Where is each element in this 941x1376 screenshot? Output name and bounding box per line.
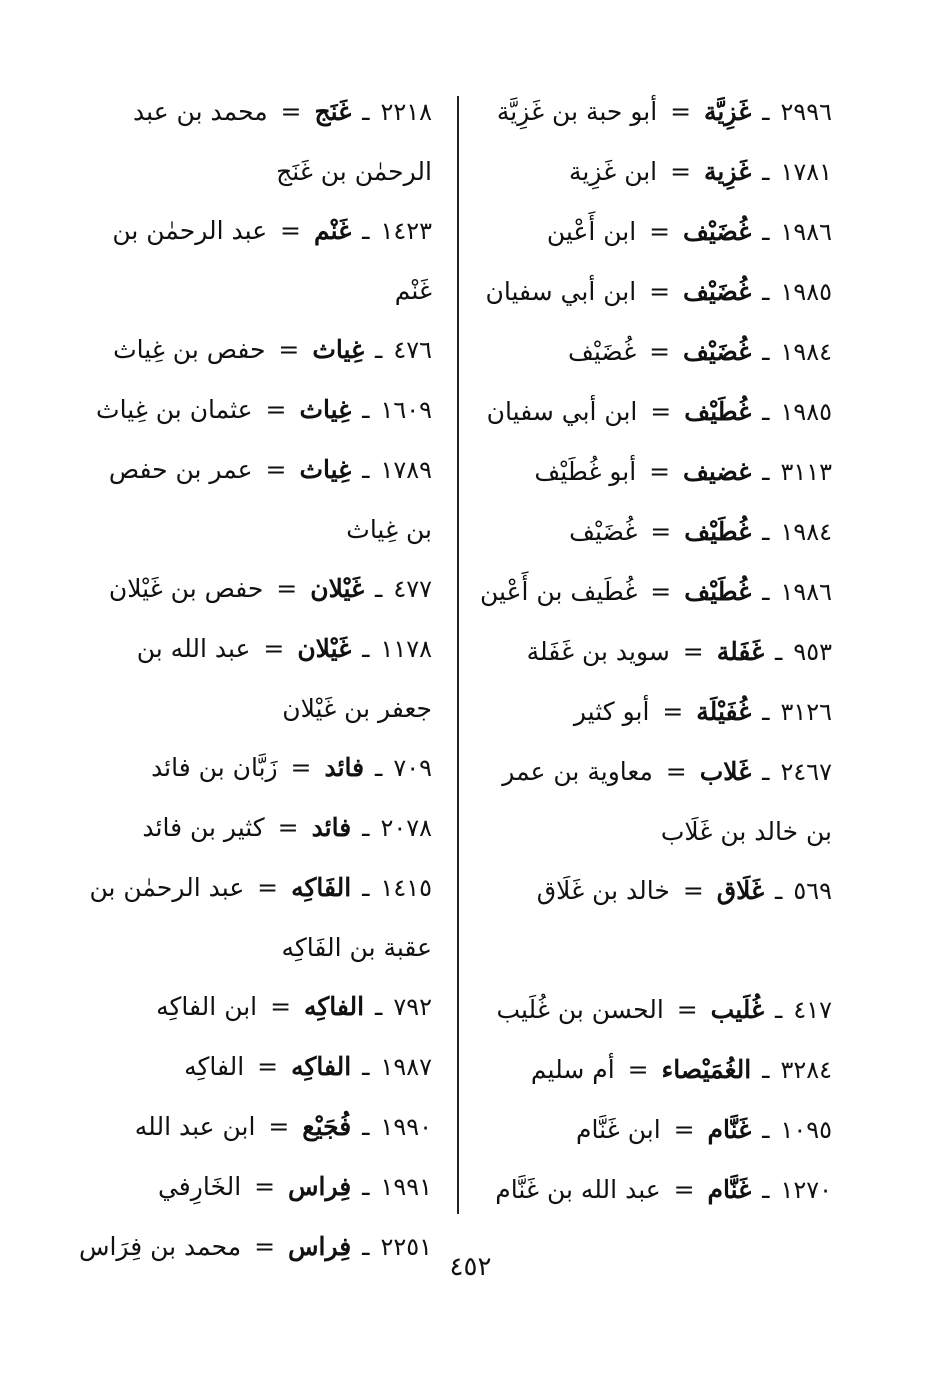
- index-entry: ١٩٨٧ ـ الفاكِه = الفاكِه: [184, 1052, 432, 1081]
- index-entry: ١٠٩٥ ـ غَنَّام = ابن غَنَّام: [576, 1115, 832, 1144]
- index-entry: ١٤٢٣ ـ غَنْم = عبد الرحمٰن بن غَنْم: [112, 216, 432, 305]
- index-entry: ١١٧٨ ـ غَيْلان = عبد الله بن جعفر بن غَيْلان: [136, 634, 432, 723]
- index-entry: ١٩٨٥ ـ غُضَيْف = ابن أبي سفيان: [485, 277, 832, 306]
- index-entry: ١٩٨٤ ـ غُطَيْف = غُضَيْف: [569, 517, 832, 546]
- index-entry: ٢٢١٨ ـ غَنَج = محمد بن عبد الرحمٰن بن غَنَج: [133, 97, 432, 186]
- index-entry: ١٩٩١ ـ فِراس = الخَارِفي: [157, 1172, 432, 1201]
- section-gap: [482, 921, 832, 980]
- index-entry: ١٧٨١ ـ غَزِية = ابن غَزِية: [569, 157, 832, 186]
- index-entry: ١٩٩٠ ـ فُجَيْع = ابن عبد الله: [134, 1112, 432, 1141]
- index-entry: ١٦٠٩ ـ غِياث = عثمان بن غِياث: [96, 395, 432, 424]
- index-entry: ٤٧٧ ـ غَيْلان = حفص بن غَيْلان: [108, 574, 432, 603]
- index-entry: ٢٤٦٧ ـ غَلاب = معاوية بن عمر بن خالد بن غَلَاب: [502, 757, 832, 846]
- index-entry: ٤١٧ ـ غُلَيب = الحسن بن غُلَيب: [496, 995, 832, 1024]
- index-column-right: [482, 82, 832, 1220]
- index-entry: ٧٠٩ ـ فائد = زَبَّان بن فائد: [151, 753, 432, 782]
- index-column-left: [78, 82, 432, 1277]
- index-entry: ١٢٧٠ ـ غَنَّام = عبد الله بن غَنَّام: [495, 1175, 832, 1204]
- index-entry: ٢٢٥١ ـ فِراس = محمد بن فِرَاس: [78, 1232, 432, 1261]
- index-entry: ٣١١٣ ـ غضيف = أبو غُطَيْف: [534, 457, 832, 486]
- index-entry: ١٩٨٤ ـ غُضَيْف = غُضَيْف: [568, 337, 832, 366]
- index-entry: ٤٧٦ ـ غِياث = حفص بن غِياث: [113, 335, 432, 364]
- index-entry: ٩٥٣ ـ غَفَلة = سويد بن غَفَلة: [526, 637, 832, 666]
- index-entry: ١٧٨٩ ـ غِياث = عمر بن حفص بن غِياث: [108, 455, 432, 544]
- index-entry: ٢٠٧٨ ـ فائد = كثير بن فائد: [142, 813, 432, 842]
- index-entry: ٣٢٨٤ ـ الغُمَيْصاء = أم سليم: [530, 1055, 832, 1084]
- column-divider: [457, 96, 459, 1214]
- index-entry: ١٩٨٦ ـ غُطَيْف = غُطَيف بن أَعْين: [480, 577, 832, 606]
- index-entry: ١٩٨٥ ـ غُطَيْف = ابن أبي سفيان: [486, 397, 832, 426]
- index-entry: ٣١٢٦ ـ غُفَيْلَة = أبو كثير: [573, 697, 832, 726]
- index-entry: ٥٦٩ ـ غَلَاق = خالد بن غَلَاق: [536, 876, 832, 905]
- page-number: ٤٥٢: [449, 1252, 492, 1282]
- index-entry: ١٩٨٦ ـ غُضَيْف = ابن أَعْين: [546, 217, 832, 246]
- index-entry: ٢٩٩٦ ـ غَزِيَّة = أبو حبة بن غَزِيَّة: [496, 97, 832, 126]
- index-entry: ٧٩٢ ـ الفاكِه = ابن الفاكِه: [156, 992, 432, 1021]
- index-entry: ١٤١٥ ـ الفَاكِه = عبد الرحمٰن بن عقبة بن الفَاكِه: [89, 873, 432, 962]
